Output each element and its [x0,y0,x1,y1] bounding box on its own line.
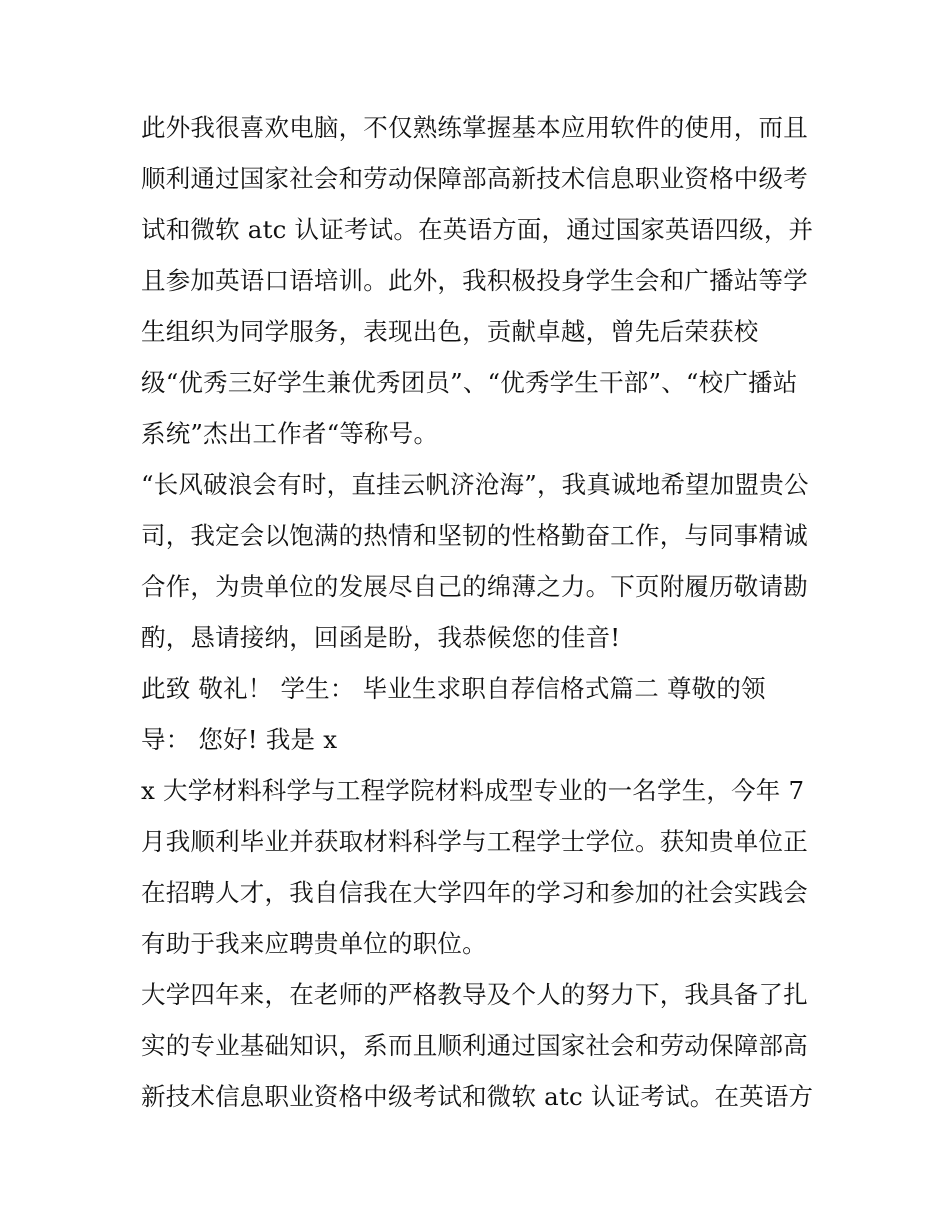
text-line: 新技术信息职业资格中级考试和微软 atc 认证考试。在英语方 [141,1082,814,1111]
text-line: 导： 您好! 我是 x [141,725,338,754]
text-line: 司，我定会以饱满的热情和坚韧的性格勤奋工作，与同事精诚 [141,521,808,550]
text-line: 此致 敬礼！ 学生： 毕业生求职自荐信格式篇二 尊敬的领 [141,674,766,703]
text-line: 有助于我来应聘贵单位的职位。 [141,929,487,958]
text-line: 合作，为贵单位的发展尽自己的绵薄之力。下页附履历敬请勘 [141,572,808,601]
text-line: 生组织为同学服务，表现出色，贡献卓越，曾先后荣获校 [141,317,759,346]
text-line: 顺利通过国家社会和劳动保障部高新技术信息职业资格中级考 [141,164,808,193]
text-line: 级“优秀三好学生兼优秀团员”、“优秀学生干部”、“校广播站 [141,368,798,397]
text-line: x 大学材料科学与工程学院材料成型专业的一名学生，今年 7 [141,776,805,805]
text-line: 实的专业基础知识，系而且顺利通过国家社会和劳动保障部高 [141,1031,808,1060]
document-body [141,102,821,1122]
text-line: 月我顺利毕业并获取材料科学与工程学士学位。获知贵单位正 [141,827,808,856]
text-line: 此外我很喜欢电脑，不仅熟练掌握基本应用软件的使用，而且 [141,113,808,142]
text-line: 酌，恳请接纳，回函是盼，我恭候您的佳音! [141,623,621,652]
text-line: “长风破浪会有时，直挂云帆济沧海”，我真诚地希望加盟贵公 [141,470,809,499]
text-line: 且参加英语口语培训。此外，我积极投身学生会和广播站等学 [141,266,808,295]
text-line: 在招聘人才，我自信我在大学四年的学习和参加的社会实践会 [141,878,808,907]
text-line: 系统”杰出工作者“等称号。 [141,419,439,448]
text-line: 试和微软 atc 认证考试。在英语方面，通过国家英语四级，并 [141,215,814,244]
text-line: 大学四年来，在老师的严格教导及个人的努力下，我具备了扎 [141,980,808,1009]
